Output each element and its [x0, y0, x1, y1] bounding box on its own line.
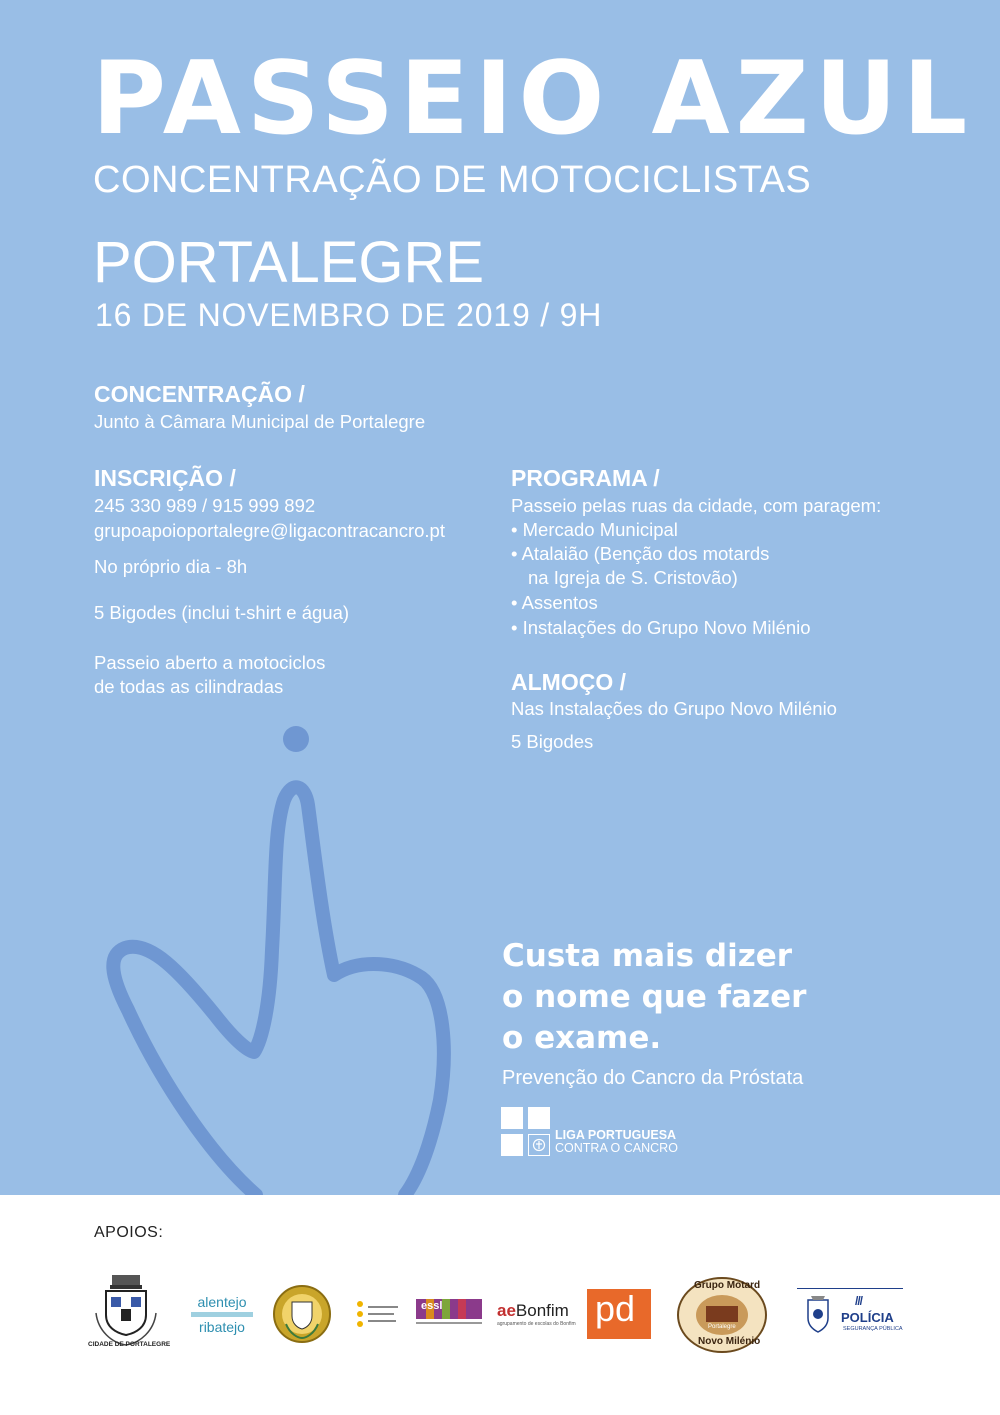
psp-crest-icon	[805, 1294, 831, 1334]
hand-outline	[113, 787, 443, 1195]
pointing-hand-illustration	[90, 720, 460, 1195]
alentejo-ribatejo-logo	[190, 1284, 254, 1344]
alentejo-text: alentejo	[197, 1293, 247, 1310]
event-city: PORTALEGRE	[93, 230, 485, 295]
round-crest-icon	[272, 1284, 332, 1344]
almoco-heading: ALMOÇO /	[511, 669, 626, 695]
concentracao-text: Junto à Câmara Municipal de Portalegre	[94, 411, 426, 432]
inscricao-email: grupoapoioportalegre@ligacontracancro.pt	[94, 520, 445, 541]
psp-subtext: SEGURANÇA PÚBLICA	[843, 1326, 903, 1332]
pd-text: pd	[595, 1288, 636, 1329]
programa-item: • Assentos	[511, 592, 598, 613]
inscricao-phones: 245 330 989 / 915 999 892	[94, 495, 316, 516]
inscricao-heading: INSCRIÇÃO /	[94, 465, 236, 491]
cidade-portalegre-logo	[88, 1273, 171, 1353]
psp-text: POLÍCIA	[841, 1310, 894, 1325]
politecnico-logo	[352, 1284, 402, 1344]
psp-stripes-icon: ///	[855, 1294, 863, 1308]
programa-item: • Mercado Municipal	[511, 519, 678, 540]
hand-dot	[283, 726, 309, 752]
cidade-label: CIDADE DE PORTALEGRE	[88, 1341, 171, 1348]
concentracao-heading: CONCENTRAÇÃO /	[94, 381, 305, 407]
poster-title: PASSEIO AZUL	[92, 39, 974, 157]
bonfim-subtext: agrupamento de escolas do Bonfim	[497, 1320, 576, 1327]
inscricao-price: 5 Bigodes (inclui t-shirt e água)	[94, 602, 350, 623]
programa-intro: Passeio pelas ruas da cidade, com paragem:	[511, 495, 882, 516]
essl-text: essl	[421, 1300, 443, 1312]
almoco-price: 5 Bigodes	[511, 731, 594, 752]
round-crest-logo	[272, 1284, 332, 1344]
slogan	[502, 936, 806, 1059]
programa-item: • Atalaião (Benção dos motards	[511, 543, 770, 564]
almoco-text: Nas Instalações do Grupo Novo Milénio	[511, 698, 837, 719]
pd-box	[587, 1289, 651, 1339]
liga-emblem-icon	[532, 1138, 546, 1152]
essl-logo	[416, 1284, 482, 1344]
motard-city-text: Portalegre	[708, 1324, 736, 1330]
grupo-motard-logo	[676, 1276, 768, 1354]
programa-heading: PROGRAMA /	[511, 465, 660, 491]
sponsors-label: APOIOS:	[94, 1224, 164, 1241]
poster-subtitle: CONCENTRAÇÃO DE MOTOCICLISTAS	[93, 159, 812, 201]
liga-logo	[501, 1107, 550, 1156]
bonfim-logo	[497, 1284, 576, 1344]
event-date: 16 DE NOVEMBRO DE 2019 / 9H	[95, 297, 603, 333]
programa-item: • Instalações do Grupo Novo Milénio	[511, 617, 811, 638]
motard-top-text: Grupo Motard	[694, 1280, 761, 1291]
slogan-line-1: Custa mais dizer	[502, 938, 793, 974]
pd-logo	[586, 1284, 652, 1344]
ribatejo-text: ribatejo	[199, 1318, 245, 1335]
programa-item: na Igreja de S. Cristovão)	[528, 567, 738, 588]
liga-name-line-2: CONTRA O CANCRO	[555, 1141, 678, 1155]
politecnico-icon	[352, 1294, 402, 1334]
bonfim-text: Bonfim	[515, 1300, 569, 1320]
inscricao-open-line-1: Passeio aberto a motociclos	[94, 652, 326, 673]
inscricao-open-line-2: de todas as cilindradas	[94, 676, 284, 697]
bonfim-prefix: ae	[497, 1300, 516, 1320]
slogan-subtitle: Prevenção do Cancro da Próstata	[502, 1067, 804, 1089]
motard-bottom-text: Novo Milénio	[698, 1336, 761, 1347]
alentejo-wave	[191, 1312, 253, 1317]
slogan-line-2: o nome que fazer	[502, 979, 807, 1015]
inscricao-same-day: No próprio dia - 8h	[94, 556, 248, 577]
liga-name-line-1: LIGA PORTUGUESA	[555, 1128, 677, 1142]
slogan-line-3: o exame.	[502, 1020, 662, 1056]
psp-logo	[797, 1284, 903, 1344]
